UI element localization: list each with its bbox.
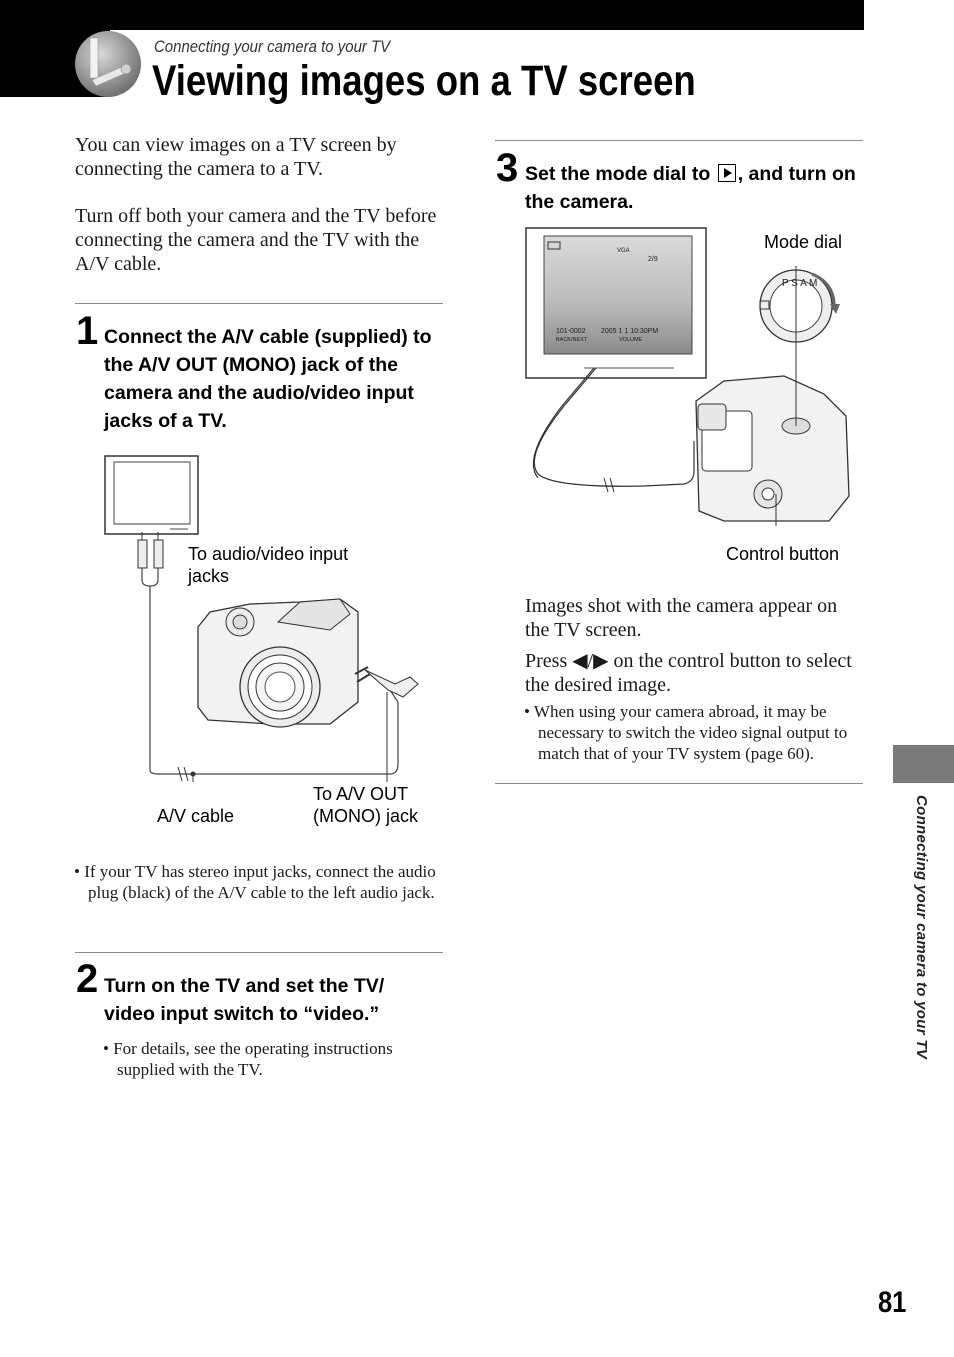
step-3-text-part1: Set the mode dial to [525, 163, 711, 185]
step-3-paragraph-1: Images shot with the camera appear on the TV screen. [525, 595, 838, 641]
to-av-input-label-line2: jacks [188, 566, 230, 586]
step-3-text-part2: , and turn on the camera. [525, 163, 856, 213]
page-title: Viewing images on a TV screen [152, 57, 696, 105]
tv-date: 2005 1 1 10:30PM [601, 328, 659, 335]
divider [75, 303, 443, 304]
svg-text:VGA: VGA [617, 248, 630, 254]
to-av-out-label-line1: To A/V OUT [313, 784, 409, 804]
side-tab-text: Connecting your camera to your TV [913, 795, 930, 1060]
tv-mode-dial-diagram [524, 226, 864, 526]
tv-back-next: BACK/NEXT [556, 337, 588, 343]
tv-counter: 2/9 [648, 256, 658, 263]
divider [495, 783, 863, 784]
tv-file: 101-0002 [556, 328, 586, 335]
to-av-input-label-line1: To audio/video input [188, 544, 349, 564]
control-button-label: Control button [726, 544, 840, 564]
header-bar [0, 0, 864, 30]
section-title: Connecting your camera to your TV [154, 37, 391, 56]
av-cable-label: A/V cable [157, 806, 235, 826]
step-3-text [525, 160, 861, 216]
step-1-note-text: If your TV has stereo input jacks, connect the audio plug (black) of the A/V cable to the left audio jack. [84, 862, 436, 902]
divider [495, 140, 863, 141]
step-3-paragraph-2: Press ◀/▶ on the control button to select the desired image. [525, 650, 852, 696]
step-2-number: 2 [76, 957, 99, 1001]
page-number: 81 [878, 1286, 907, 1319]
playback-icon [718, 164, 736, 182]
step-2-note: • For details, see the operating instructions supplied with the TV. [103, 1039, 393, 1079]
step-3-note: • When using your camera abroad, it may be necessary to switch the video signal output to match that of your TV system (page 60). [524, 702, 848, 763]
step-3-number: 3 [496, 146, 519, 190]
svg-text:P S A M: P S A M [782, 278, 818, 289]
connection-icon [72, 30, 144, 98]
step-2-text: Turn on the TV and set the TV/ video input switch to “video.” [104, 975, 385, 1025]
tv-camera-connection-diagram [100, 452, 440, 782]
tv-volume: VOLUME [619, 337, 643, 343]
intro-paragraph-1: You can view images on a TV screen by connecting the camera to a TV. [75, 134, 397, 180]
step-1-number: 1 [76, 309, 99, 353]
divider [75, 952, 443, 953]
to-av-out-label-line2: (MONO) jack [313, 806, 418, 826]
step-1-note: • If your TV has stereo input jacks, connect the audio plug (black) of the A/V cable to the left audio jack. [74, 862, 436, 902]
side-tab-marker [893, 745, 954, 783]
step-3-note-text: When using your camera abroad, it may be necessary to switch the video signal output to match that of your TV system (page 60). [533, 702, 848, 763]
intro-paragraph-2: Turn off both your camera and the TV before connecting the camera and the TV with the A/V cable. [75, 205, 437, 275]
mode-dial-label: Mode dial [764, 232, 843, 252]
step-2-note-text: For details, see the operating instructions supplied with the TV. [113, 1039, 393, 1079]
step-1-text: Connect the A/V cable (supplied) to the A/V OUT (MONO) jack of the camera and the audio/video input jacks of a TV. [104, 326, 432, 432]
